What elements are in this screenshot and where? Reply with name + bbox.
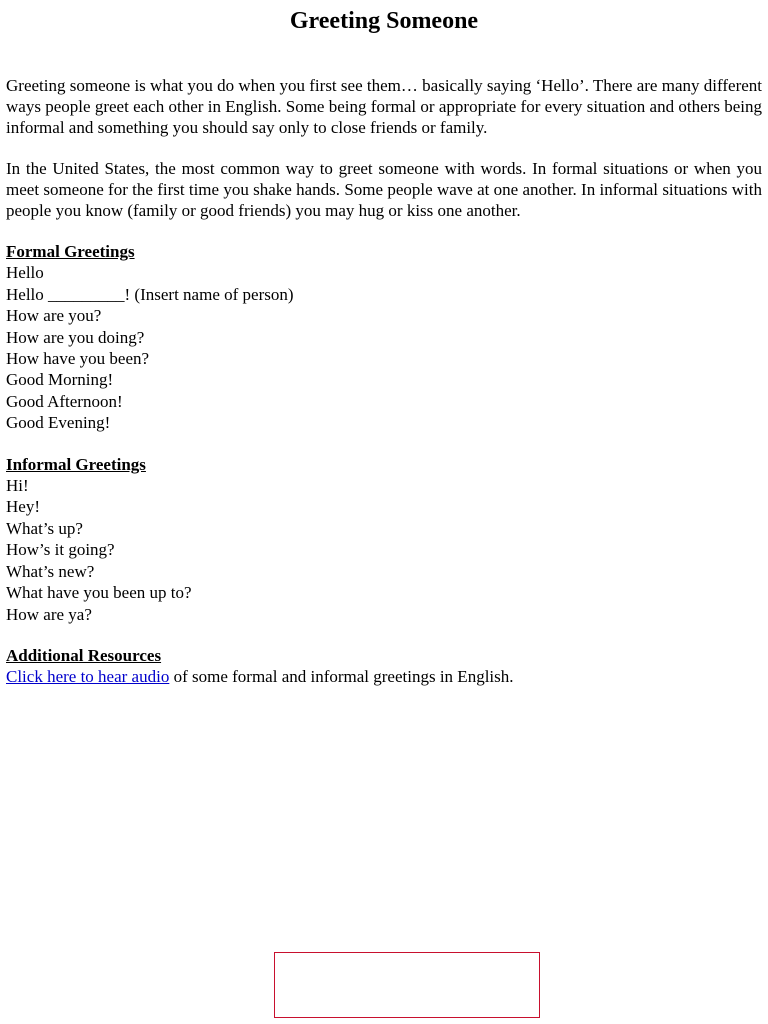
- formal-greeting-item: How are you doing?: [6, 327, 145, 347]
- formal-greetings-heading: Formal Greetings: [6, 242, 135, 261]
- formal-greeting-item: How have you been?: [6, 349, 150, 369]
- page-title: Greeting Someone: [289, 8, 479, 34]
- additional-resources-heading: Additional Resources: [6, 645, 162, 665]
- formal-greeting-item: How are you?: [6, 306, 102, 326]
- hear-audio-link[interactable]: Click here to hear audio: [6, 667, 170, 687]
- intro-paragraph-1: Greeting someone is what you do when you first see them… basically saying ‘Hello’. There are many different ways people greet each other in English. Some being formal or appropriate for every situation and others being informal and something you should say only to close friends or family.: [6, 76, 762, 137]
- formal-greeting-item: Good Afternoon!: [6, 391, 123, 411]
- informal-greeting-item: What have you been up to?: [6, 583, 192, 603]
- informal-greeting-item: How are ya?: [6, 604, 92, 624]
- informal-greeting-item: How’s it going?: [6, 540, 115, 560]
- informal-greeting-item: What’s up?: [6, 518, 83, 538]
- ad-placeholder-box[interactable]: [274, 952, 540, 1018]
- formal-greeting-item: Hello _________! (Insert name of person): [6, 284, 294, 304]
- informal-greeting-item: Hey!: [6, 497, 40, 517]
- informal-greeting-item: Hi!: [6, 476, 29, 496]
- formal-greeting-item: Good Evening!: [6, 413, 111, 433]
- formal-greeting-item: Good Morning!: [6, 370, 114, 390]
- formal-greetings-section: [6, 241, 762, 434]
- intro-paragraph-2: In the United States, the most common way to greet someone with words. In formal situations or when you meet someone for the first time you shake hands. Some people wave at one another. In informal situations with people you know (family or good friends) you may hug or kiss one another.: [6, 159, 762, 220]
- formal-greeting-item: Hello: [6, 263, 44, 283]
- additional-resources-section: [6, 645, 762, 688]
- informal-greetings-section: [6, 454, 762, 625]
- informal-greetings-heading: Informal Greetings: [6, 454, 146, 474]
- resources-line: [6, 666, 762, 687]
- informal-greeting-item: What’s new?: [6, 561, 95, 581]
- document-page: [6, 0, 762, 688]
- resources-trailing-text: of some formal and informal greetings in English.: [169, 667, 514, 687]
